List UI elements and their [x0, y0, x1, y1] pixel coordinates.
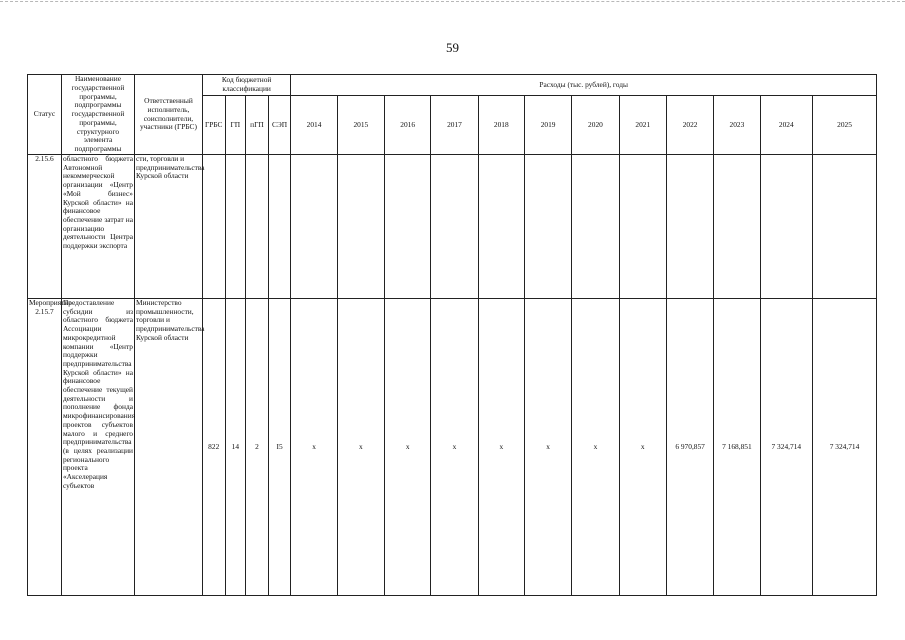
- row-value: [666, 155, 713, 299]
- header-responsible: Ответственный исполнитель, соисполнители, участники (ГРБС): [135, 75, 203, 155]
- header-code-group: Код бюджетной классификации: [202, 75, 291, 96]
- header-year: 2023: [714, 96, 760, 155]
- page-number: 59: [446, 40, 459, 55]
- header-expenses: Расходы (тыс. рублей), годы: [291, 75, 877, 96]
- header-year: 2017: [431, 96, 478, 155]
- row-value: [714, 155, 760, 299]
- header-year: 2015: [337, 96, 384, 155]
- row-sep: [268, 155, 291, 299]
- row-value: [337, 155, 384, 299]
- row-responsible: Министерство промышленности, торговли и предпринимательства Курской области: [135, 299, 203, 596]
- row-value: x: [431, 299, 478, 596]
- row-value: 6 970,857: [666, 299, 713, 596]
- row-value: x: [524, 299, 571, 596]
- row-value: 7 324,714: [813, 299, 877, 596]
- row-value: [813, 155, 877, 299]
- row-value: 7 168,851: [714, 299, 760, 596]
- header-year: 2022: [666, 96, 713, 155]
- header-year: 2024: [760, 96, 812, 155]
- row-responsible: сти, торговли и предпринимательства Курской области: [135, 155, 203, 299]
- row-status: Мероприятие 2.15.7: [28, 299, 62, 596]
- row-gp: [225, 155, 246, 299]
- row-grbs: [202, 155, 225, 299]
- header-row-top: [28, 75, 877, 96]
- row-name: Предоставление субсидии из областного бюджета Ассоциации микрокредитной компании «Центр поддержки предпринимательства Курской области» на финансовое обеспечение текущей деятельности и пополнение фонда микрофинансирования проектов субъектов малого и среднего предпринимательства (в целях реализации регионального проекта «Акселерация субъектов: [61, 299, 134, 596]
- scan-top-edge: [0, 1, 905, 2]
- row-name: областного бюджета Автономной некоммерческой организации «Центр «Мой бизнес» Курской области» на финансовое обеспечение затрат на организацию деятельности Центра поддержки экспорта: [61, 155, 134, 299]
- row-value: x: [478, 299, 524, 596]
- row-value: x: [572, 299, 619, 596]
- header-year: 2020: [572, 96, 619, 155]
- row-value: [478, 155, 524, 299]
- row-pgp: 2: [246, 299, 269, 596]
- table-row: [28, 299, 877, 596]
- row-value: 7 324,714: [760, 299, 812, 596]
- row-value: [385, 155, 431, 299]
- header-name: Наименование государственной программы, подпрограммы государственной программы, структурного элемента подпрограммы: [61, 75, 134, 155]
- header-sep: СЭП: [268, 96, 291, 155]
- header-year: 2019: [524, 96, 571, 155]
- header-gp: ГП: [225, 96, 246, 155]
- row-value: [431, 155, 478, 299]
- row-value: [291, 155, 337, 299]
- row-value: [619, 155, 666, 299]
- row-sep: I5: [268, 299, 291, 596]
- row-gp: 14: [225, 299, 246, 596]
- row-value: x: [385, 299, 431, 596]
- header-grbs: ГРБС: [202, 96, 225, 155]
- row-pgp: [246, 155, 269, 299]
- budget-table: [27, 74, 877, 596]
- header-year: 2016: [385, 96, 431, 155]
- header-year: 2014: [291, 96, 337, 155]
- row-value: x: [337, 299, 384, 596]
- row-value: x: [291, 299, 337, 596]
- row-value: [524, 155, 571, 299]
- header-year: 2025: [813, 96, 877, 155]
- header-status: Статус: [28, 75, 62, 155]
- row-status: 2.15.6: [28, 155, 62, 299]
- row-value: x: [619, 299, 666, 596]
- header-year: 2018: [478, 96, 524, 155]
- header-year: 2021: [619, 96, 666, 155]
- row-value: [760, 155, 812, 299]
- table-row: [28, 155, 877, 299]
- row-value: [572, 155, 619, 299]
- row-grbs: 822: [202, 299, 225, 596]
- header-pgp: пГП: [246, 96, 269, 155]
